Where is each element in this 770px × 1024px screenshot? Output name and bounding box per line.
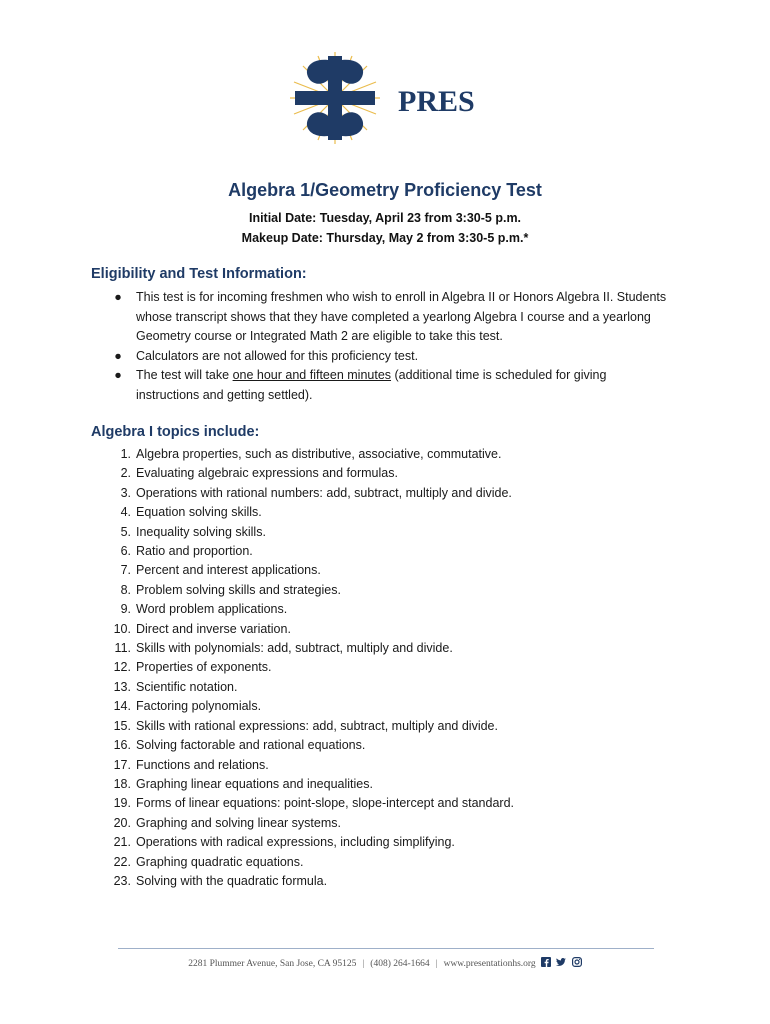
topic-text: Graphing quadratic equations.	[136, 854, 304, 869]
list-item	[91, 639, 651, 658]
topic-text: Algebra properties, such as distributive, associative, commutative.	[136, 447, 502, 461]
topic-text: Skills with polynomials: add, subtract, multiply and divide.	[136, 641, 453, 656]
bullet-text: (additional time is scheduled for giving instructions and getting settled).	[136, 368, 607, 402]
list-item	[91, 853, 651, 872]
footer-separator: |	[435, 959, 438, 969]
list-item	[91, 523, 651, 542]
list-number: 1.	[120, 447, 131, 461]
list-item	[91, 678, 651, 697]
cross-icon	[295, 56, 375, 140]
topic-text: Factoring polynomials.	[136, 699, 262, 714]
list-number: 10.	[113, 621, 131, 636]
list-item	[91, 620, 651, 639]
list-item	[91, 736, 651, 755]
topic-text: Graphing linear equations and inequalities.	[136, 776, 373, 791]
footer-website[interactable]: www.presentationhs.org	[443, 959, 536, 969]
list-number: 11.	[114, 641, 131, 656]
topic-text: Scientific notation.	[136, 679, 238, 694]
list-item	[91, 366, 671, 405]
school-logo	[290, 48, 490, 148]
bullet-icon: ●	[114, 348, 122, 363]
list-item	[91, 561, 651, 580]
topic-text: Functions and relations.	[136, 757, 269, 772]
list-number: 7.	[120, 563, 131, 578]
list-item	[91, 756, 651, 775]
list-number: 2.	[120, 466, 131, 481]
list-item	[91, 445, 651, 464]
topic-text: Problem solving skills and strategies.	[136, 582, 341, 597]
list-item	[91, 600, 651, 619]
page-title: Algebra 1/Geometry Proficiency Test	[228, 180, 542, 200]
list-number: 17.	[113, 757, 131, 772]
list-item	[91, 503, 651, 522]
eligibility-heading: Eligibility and Test Information:	[91, 266, 307, 282]
list-number: 4.	[120, 505, 131, 520]
list-number: 9.	[120, 602, 131, 617]
list-number: 23.	[113, 873, 131, 888]
bullet-icon: ●	[114, 368, 122, 382]
topic-text: Direct and inverse variation.	[136, 621, 291, 636]
algebra-topics-heading: Algebra I topics include:	[91, 424, 260, 440]
list-item	[91, 347, 671, 367]
list-number: 6.	[120, 544, 131, 559]
footer-divider	[118, 948, 654, 949]
list-number: 8.	[120, 582, 131, 597]
list-number: 18.	[113, 776, 131, 791]
list-item	[91, 794, 651, 813]
topic-text: Properties of exponents.	[136, 660, 272, 675]
list-item	[91, 717, 651, 736]
topic-text: Equation solving skills.	[136, 505, 262, 520]
eligibility-list	[91, 288, 671, 405]
footer-phone: (408) 264-1664	[370, 959, 430, 969]
footer-separator: |	[362, 959, 365, 969]
bullet-text: The test will take	[136, 368, 233, 382]
footer	[0, 957, 770, 969]
facebook-icon[interactable]	[541, 957, 551, 967]
initial-date: Initial Date: Tuesday, April 23 from 3:30-5 p.m.	[248, 211, 522, 225]
bullet-icon: ●	[114, 290, 122, 304]
twitter-icon[interactable]	[556, 957, 566, 967]
topic-text: Graphing and solving linear systems.	[136, 815, 341, 830]
bullet-text: Calculators are not allowed for this proficiency test.	[136, 348, 419, 363]
list-number: 5.	[120, 524, 131, 539]
list-number: 21.	[113, 835, 131, 850]
logo-wordmark: PRES	[398, 85, 475, 118]
list-number: 22.	[113, 854, 131, 869]
list-number: 12.	[113, 660, 131, 675]
list-item	[91, 542, 651, 561]
topic-text: Solving factorable and rational equations.	[136, 738, 366, 753]
list-item	[91, 484, 651, 503]
list-item	[91, 833, 651, 852]
makeup-date: Makeup Date: Thursday, May 2 from 3:30-5 p.m.*	[241, 231, 529, 245]
list-item	[91, 658, 651, 677]
bullet-text: This test is for incoming freshmen who wish to enroll in Algebra II or Honors Algebra II. Students whose transcript shows that they have completed a yearlong Algebra I course and a yearlong Geometry course or Integrated Math 2 are eligible to take this test.	[136, 290, 667, 343]
list-item	[91, 288, 671, 347]
list-number: 15.	[113, 718, 131, 733]
list-item	[91, 814, 651, 833]
test-duration: one hour and fifteen minutes	[232, 368, 392, 382]
instagram-icon[interactable]	[572, 957, 582, 967]
list-item	[91, 464, 651, 483]
list-item	[91, 581, 651, 600]
list-item	[91, 872, 651, 891]
footer-address: 2281 Plummer Avenue, San Jose, CA 95125	[188, 959, 357, 969]
topic-text: Inequality solving skills.	[136, 524, 266, 539]
algebra-topics-list	[91, 445, 651, 891]
topic-text: Solving with the quadratic formula.	[136, 873, 328, 888]
topic-text: Operations with rational numbers: add, subtract, multiply and divide.	[136, 485, 512, 500]
list-number: 16.	[113, 738, 131, 753]
topic-text: Word problem applications.	[136, 602, 288, 617]
list-item	[91, 697, 651, 716]
list-number: 3.	[120, 485, 131, 500]
topic-text: Ratio and proportion.	[136, 544, 253, 559]
list-number: 20.	[113, 815, 131, 830]
topic-text: Evaluating algebraic expressions and formulas.	[136, 466, 398, 481]
list-item	[91, 775, 651, 794]
list-number: 14.	[113, 699, 131, 714]
list-number: 19.	[113, 796, 131, 811]
topic-text: Forms of linear equations: point-slope, slope-intercept and standard.	[136, 796, 514, 811]
topic-text: Percent and interest applications.	[136, 563, 321, 578]
topic-text: Operations with radical expressions, including simplifying.	[136, 835, 455, 850]
topic-text: Skills with rational expressions: add, subtract, multiply and divide.	[136, 718, 498, 733]
list-number: 13.	[113, 679, 131, 694]
